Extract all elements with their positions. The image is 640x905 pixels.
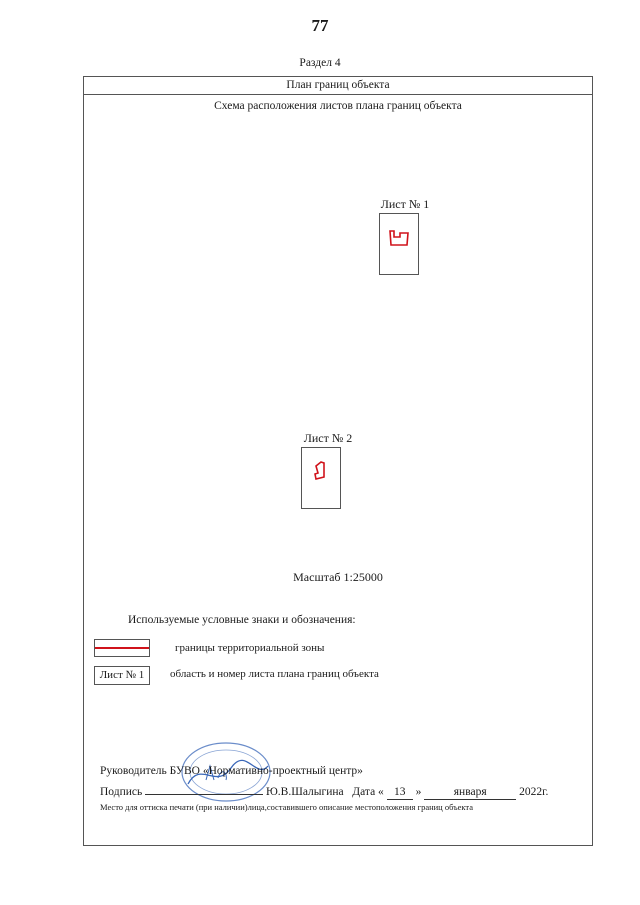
legend-sheet-text: область и номер листа плана границ объекта xyxy=(170,668,379,680)
organization-head-line: Руководитель БУВО «Нормативно-проектный центр» xyxy=(100,765,363,777)
boundary-line-sample xyxy=(95,647,149,649)
sheet-2-label: Лист № 2 xyxy=(303,431,353,445)
signer-name: Ю.В.Шалыгина xyxy=(265,786,344,798)
signature-line xyxy=(100,780,548,800)
sheet-2-boundary xyxy=(302,448,340,508)
date-prefix: Дата « xyxy=(352,786,384,798)
scheme-title: Схема расположения листов плана границ объекта xyxy=(214,100,462,112)
scale-label: Масштаб 1:25000 xyxy=(293,570,383,584)
signature-blank xyxy=(145,780,263,795)
legend-sheet-symbol: Лист № 1 xyxy=(94,666,150,685)
signature-prefix: Подпись xyxy=(100,786,143,798)
date-year: 2022г. xyxy=(519,786,549,798)
legend-boundary-symbol xyxy=(94,639,150,657)
sheet-2-box xyxy=(301,447,341,509)
date-day-close: » xyxy=(415,786,422,798)
seal-footnote: Место для оттиска печати (при наличии)лица,составившего описание местоположения границ объекта xyxy=(100,802,473,812)
sheet-1-box xyxy=(379,213,419,275)
date-month: января xyxy=(424,785,516,800)
legend-boundary-text: границы территориальной зоны xyxy=(175,642,325,654)
table-title: План границ объекта xyxy=(83,76,593,95)
date-day: 13 xyxy=(387,785,413,800)
sheet-1-boundary xyxy=(380,214,418,274)
sheet-1-label: Лист № 1 xyxy=(380,197,430,211)
legend-heading: Используемые условные знаки и обозначения: xyxy=(128,614,356,626)
section-label: Раздел 4 xyxy=(299,57,341,69)
page-number: 77 xyxy=(311,16,329,35)
